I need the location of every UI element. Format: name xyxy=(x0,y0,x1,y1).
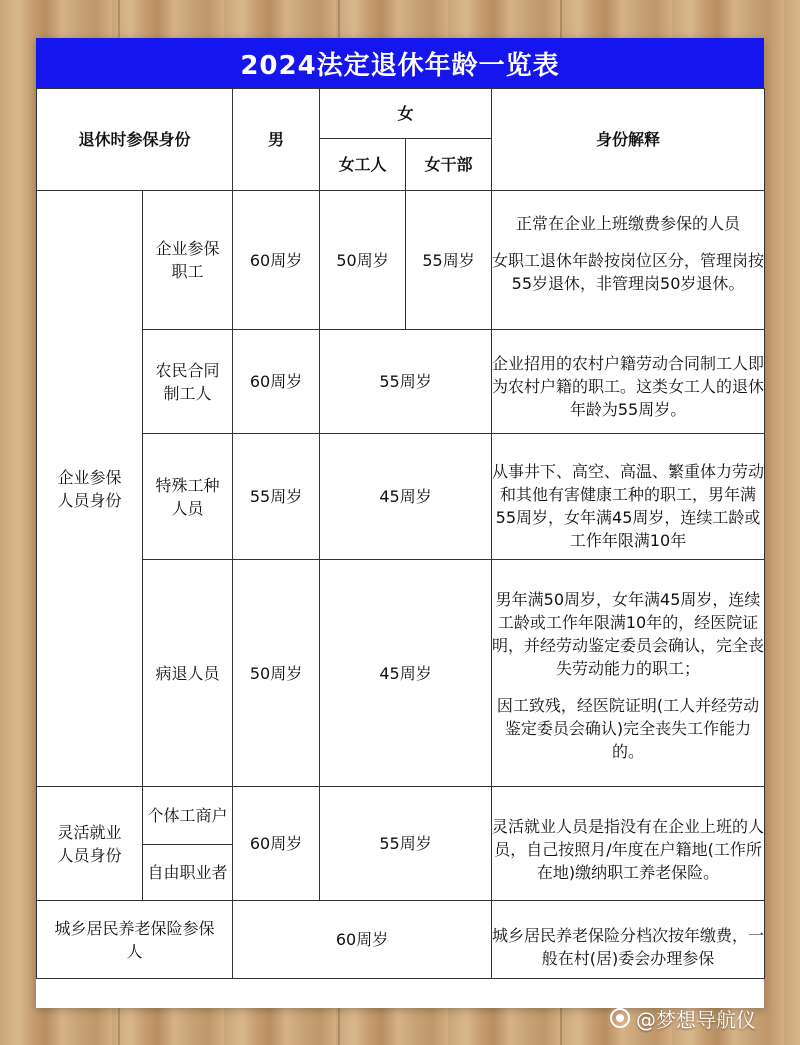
row-explanation: 企业招用的农村户籍劳动合同制工人即为农村户籍的职工。这类女工人的退休年龄为55周岁。 xyxy=(492,330,765,434)
table-row xyxy=(37,901,765,979)
row-type-label: 农民合同制工人 xyxy=(155,360,220,403)
header-identity: 退休时参保身份 xyxy=(37,89,233,191)
row-type xyxy=(143,434,233,560)
row-female-age: 45周岁 xyxy=(320,560,492,787)
row-explanation: 城乡居民养老保险分档次按年缴费，一般在村(居)委会办理参保 xyxy=(492,901,765,979)
row-male-age: 60周岁 xyxy=(233,191,320,330)
row-explanation-para: 女职工退休年龄按岗位区分，管理岗按55岁退休，非管理岗50岁退休。 xyxy=(492,250,765,293)
row-type xyxy=(143,330,233,434)
retirement-age-table xyxy=(36,88,765,979)
row-female-cadre-age: 55周岁 xyxy=(406,191,492,330)
group-enterprise-label: 企业参保人员身份 xyxy=(57,467,122,510)
table-row xyxy=(37,191,765,330)
table-header-row xyxy=(37,89,765,139)
header-explanation: 身份解释 xyxy=(492,89,765,191)
row-type-label: 特殊工种人员 xyxy=(155,475,220,518)
row-type xyxy=(143,191,233,330)
row-female-age: 45周岁 xyxy=(320,434,492,560)
row-explanation: 灵活就业人员是指没有在企业上班的人员，自己按照月/年度在户籍地(工作所在地)缴纳职工养老保险。 xyxy=(492,787,765,901)
group-resident-label: 城乡居民养老保险参保人 xyxy=(54,918,215,961)
row-female-age: 55周岁 xyxy=(320,330,492,434)
group-flexible xyxy=(37,787,143,901)
group-resident xyxy=(37,901,233,979)
row-male-age: 60周岁 xyxy=(233,330,320,434)
row-explanation xyxy=(492,191,765,330)
row-type-label: 自由职业者 xyxy=(147,862,228,882)
row-explanation xyxy=(492,560,765,787)
brand-logo-icon xyxy=(610,1008,630,1028)
row-male-age: 55周岁 xyxy=(233,434,320,560)
row-male-age: 60周岁 xyxy=(233,787,320,901)
row-age: 60周岁 xyxy=(233,901,492,979)
header-female-worker: 女工人 xyxy=(320,139,406,191)
row-male-age: 50周岁 xyxy=(233,560,320,787)
watermark xyxy=(610,1004,756,1032)
header-female: 女 xyxy=(320,89,492,139)
table-row xyxy=(37,330,765,434)
group-flexible-label: 灵活就业人员身份 xyxy=(57,822,122,865)
row-explanation: 从事井下、高空、高温、繁重体力劳动和其他有害健康工种的职工，男年满55周岁，女年满45周岁，连续工龄或工作年限满10年 xyxy=(492,434,765,560)
watermark-text: @梦想导航仪 xyxy=(636,1007,756,1032)
row-explanation-para: 正常在企业上班缴费参保的人员 xyxy=(516,213,741,233)
row-explanation-para: 因工致残，经医院证明(工人并经劳动鉴定委员会确认)完全丧失工作能力的。 xyxy=(496,695,760,761)
row-type-label: 企业参保职工 xyxy=(155,239,220,281)
row-female-worker-age: 50周岁 xyxy=(320,191,406,330)
page-title: 2024法定退休年龄一览表 xyxy=(36,38,764,88)
header-female-cadre: 女干部 xyxy=(406,139,492,191)
header-male: 男 xyxy=(233,89,320,191)
table-row xyxy=(37,434,765,560)
table-row xyxy=(37,787,765,845)
retirement-age-sheet xyxy=(36,38,764,1008)
group-enterprise xyxy=(37,191,143,787)
row-explanation-para: 男年满50周岁，女年满45周岁，连续工龄或工作年限满10年的，经医院证明，并经劳动鉴定委员会确认，完全丧失劳动能力的职工； xyxy=(492,589,765,678)
row-type-label: 个体工商户 xyxy=(147,805,228,825)
row-type: 病退人员 xyxy=(143,560,233,787)
row-type xyxy=(143,787,233,845)
row-type xyxy=(143,845,233,901)
table-row xyxy=(37,560,765,787)
row-female-age: 55周岁 xyxy=(320,787,492,901)
